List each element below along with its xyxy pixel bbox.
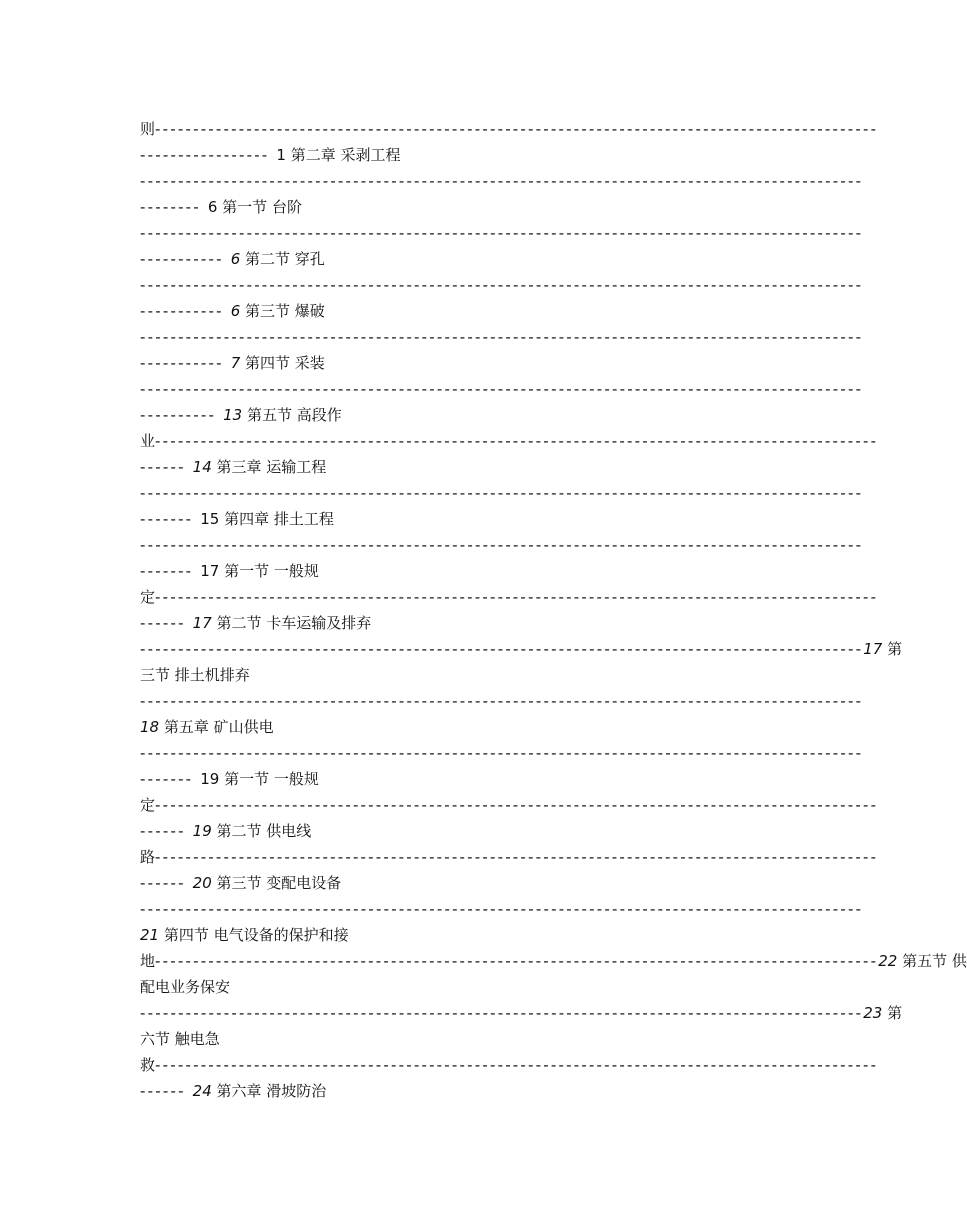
toc-line [140,1026,808,1052]
toc-text: 第六章 滑坡防治 [211,1082,327,1100]
dot-leader: ----------- [140,354,231,372]
toc-text: 第二节 卡车运输及排弃 [211,614,372,632]
dot-leader: ----------------------------------------------------------------------------------------------- [155,1056,879,1074]
dot-leader: ----------------------------------------------------------------------------------------------- [155,952,879,970]
dot-leader: ----------------------------------------------------------------------------------------------- [140,744,864,762]
toc-line [140,558,808,584]
toc-line [140,948,967,974]
toc-line [140,1078,808,1104]
page-number: 21 [140,926,160,944]
toc-text: 第五节 供 [897,952,967,970]
dot-leader: ------ [140,874,193,892]
page-number: 14 [192,458,212,476]
toc-line [140,870,808,896]
toc-text: 配电业务保安 [140,978,231,996]
dot-leader: ----------------------------------------------------------------------------------------------- [140,224,864,242]
toc-line [140,740,864,766]
dot-leader: ------ [140,822,193,840]
toc-line [140,402,808,428]
toc-text: 第四节 采装 [240,354,325,372]
dot-leader: ----------------------------------------------------------------------------------------------- [155,588,879,606]
toc-line [140,376,864,402]
dot-leader: ----------- [140,302,231,320]
dot-leader: ------- [140,770,201,788]
dot-leader: ----------------------------------------------------------------------------------------------- [155,796,879,814]
dot-leader: ----------------------------------------------------------------------------------------------- [140,276,864,294]
dot-leader: ----------- [140,250,231,268]
dot-leader: ----------------------------------------------------------------------------------------------- [140,900,864,918]
page-number: 19 [192,822,212,840]
toc-text: 定 [140,796,156,814]
toc-text: 地 [140,952,156,970]
toc-text: 第三章 运输工程 [211,458,327,476]
toc-text: 第二节 穿孔 [240,250,325,268]
dot-leader: ------- [140,510,201,528]
toc-text: 六节 触电急 [140,1030,220,1048]
page-number: 23 [863,1004,883,1022]
toc-line [140,1052,879,1078]
toc-line [140,1000,903,1026]
toc-line [140,168,864,194]
toc-text: 17 第一节 一般规 [200,562,319,580]
dot-leader: ----------------------------------------------------------------------------------------------- [140,692,864,710]
toc-line [140,610,808,636]
toc-text: 路 [140,848,156,866]
toc-text: 1 第二章 采剥工程 [276,146,401,164]
dot-leader: ----------------------------------------------------------------------------------------------- [140,1004,864,1022]
page-number: 17 [863,640,883,658]
toc-text: 15 第四章 排土工程 [200,510,334,528]
toc-line [140,246,808,272]
toc-line [140,298,808,324]
toc-line [140,818,808,844]
page-number: 17 [192,614,212,632]
page-number: 13 [223,406,243,424]
dot-leader: ----------------------------------------------------------------------------------------------- [140,172,864,190]
toc-text: 第五章 矿山供电 [159,718,274,736]
dot-leader: ----------------------------------------------------------------------------------------------- [155,432,879,450]
toc-line [140,350,808,376]
toc-line [140,480,864,506]
toc-text: 第三节 爆破 [240,302,325,320]
page-number: 6 [230,302,241,320]
dot-leader: ----------------------------------------------------------------------------------------------- [155,120,879,138]
toc-text: 第五节 高段作 [242,406,342,424]
toc-text: 定 [140,588,156,606]
toc-line [140,532,864,558]
toc-text: 6 第一节 台阶 [207,198,302,216]
toc-line [140,454,808,480]
page-number: 22 [878,952,898,970]
dot-leader: ----------------------------------------------------------------------------------------------- [140,536,864,554]
dot-leader: ---------- [140,406,224,424]
toc-line [140,194,808,220]
toc-line [140,844,879,870]
page-number: 18 [140,718,160,736]
toc-line [140,974,808,1000]
toc-line [140,792,879,818]
toc-line [140,428,879,454]
toc-text: 三节 排土机排弃 [140,666,250,684]
dot-leader: ------- [140,562,201,580]
toc-text: 19 第一节 一般规 [200,770,319,788]
toc-text: 第四节 电气设备的保护和接 [159,926,349,944]
toc-line [140,220,864,246]
toc-line [140,324,864,350]
dot-leader: ----------------------------------------------------------------------------------------------- [140,484,864,502]
dot-leader: ----------------------------------------------------------------------------------------------- [140,640,864,658]
toc-line [140,506,808,532]
toc-line [140,688,864,714]
toc-text: 第二节 供电线 [211,822,312,840]
toc-line [140,142,808,168]
page-number: 24 [192,1082,212,1100]
toc-line [140,662,808,688]
toc-line [140,584,879,610]
toc-line [140,116,879,142]
toc-line [140,766,808,792]
page-number: 7 [230,354,241,372]
toc-text: 则 [140,120,156,138]
page-number: 20 [192,874,212,892]
dot-leader: ------ [140,458,193,476]
dot-leader: ----------------------------------------------------------------------------------------------- [140,328,864,346]
toc-line [140,272,864,298]
toc-text: 业 [140,432,156,450]
dot-leader: -------- [140,198,208,216]
toc-text: 第 [882,1004,903,1022]
dot-leader: ------ [140,1082,193,1100]
dot-leader: ------ [140,614,193,632]
toc-line [140,896,864,922]
toc-line [140,922,808,948]
toc-text: 救 [140,1056,156,1074]
dot-leader: ----------------------------------------------------------------------------------------------- [155,848,879,866]
dot-leader: ----------------------------------------------------------------------------------------------- [140,380,864,398]
page-number: 6 [230,250,241,268]
toc-text: 第三节 变配电设备 [211,874,342,892]
dot-leader: ----------------- [140,146,277,164]
toc-line [140,714,808,740]
toc-text: 第 [882,640,903,658]
toc-line [140,636,903,662]
